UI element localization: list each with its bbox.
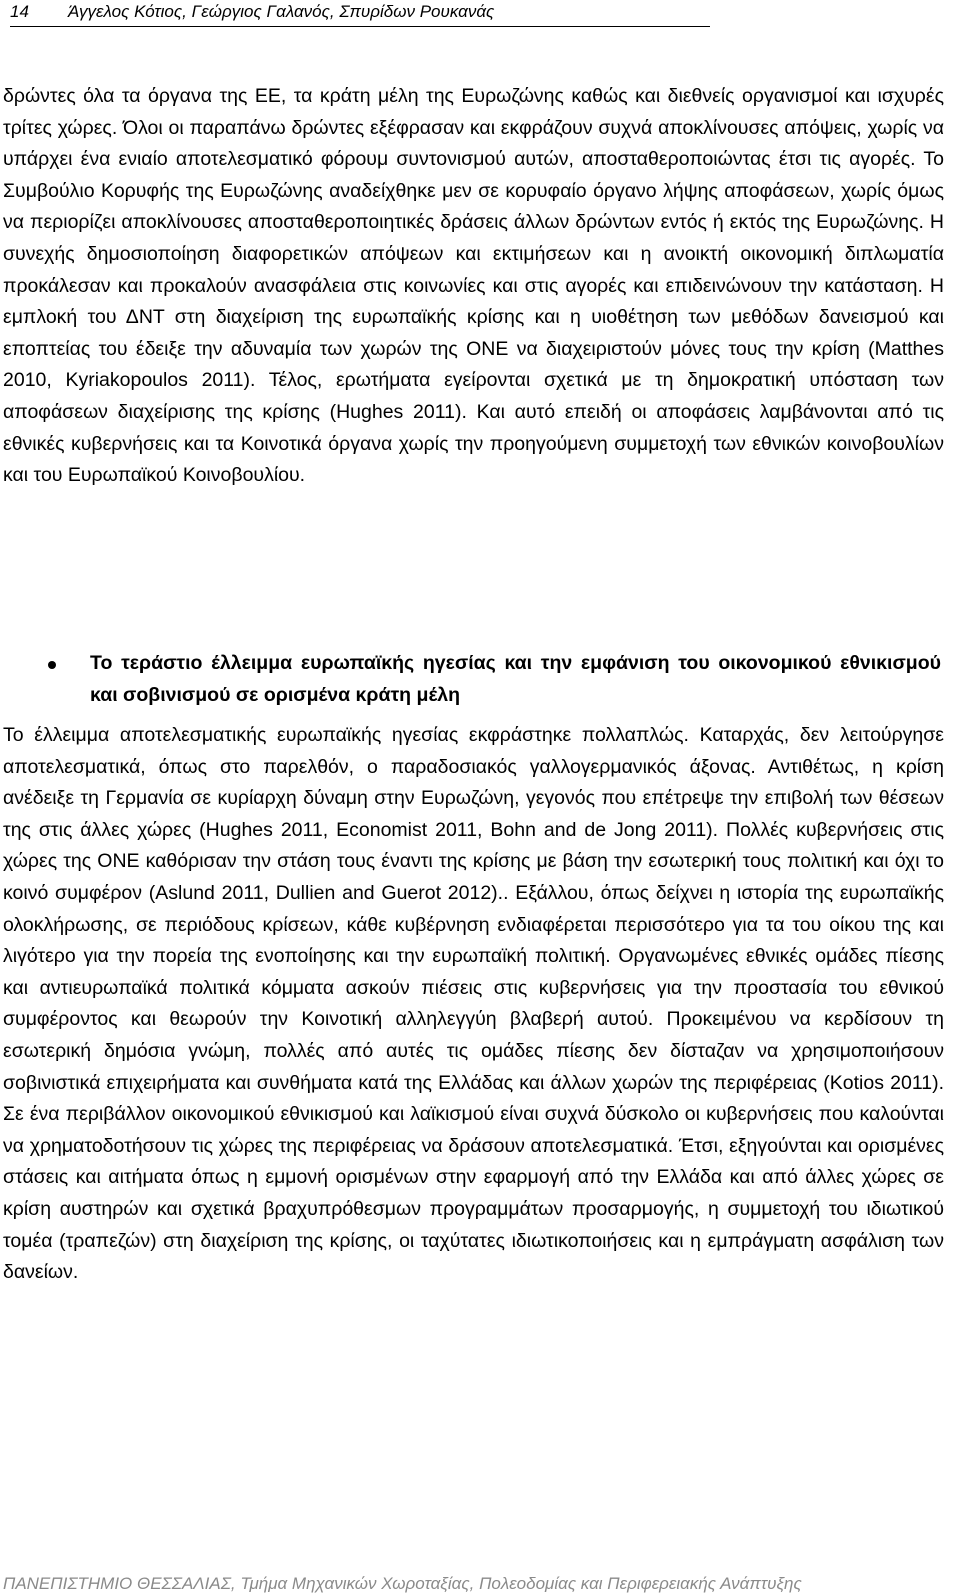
body-paragraph-2: Το έλλειμμα αποτελεσματικής ευρωπαϊκής ηγεσίας εκφράστηκε πολλαπλώς. Καταρχάς, δεν λειτούργησε αποτελεσματικά, όπως στο παρελθόν, ο παραδοσιακός γαλλογερμανικός άξονας. Αντιθέτως, η κρίση ανέδειξε τη Γερμανία σε κυρίαρχη δύναμη στην Ευρωζώνη, γεγονός που επέτρεψε την επιβολή των θέσεων της στις άλλες χώρες (Hughes 2011, Economist 2011, Bohn and de Jong 2011). Πολλές κυβερνήσεις στις χώρες της ΟΝΕ καθόρισαν την στάση τους έναντι της κρίσης με βάση την εσωτερική τους πολιτική και όχι το κοινό συμφέρον (Aslund 2011, Dullien and Guerot 2012).. Εξάλλου, όπως δείχνει η ιστορία της ευρωπαϊκής ολοκλήρωσης, σε περιόδους κρίσεων, κάθε κυβέρνηση ενδιαφέρεται περισσότερο για τα του οίκου της και λιγότερο για την πορεία της ενοποίησης και την ευρωπαϊκή πολιτική. Οργανωμένες εθνικές ομάδες πίεσης και αντιευρωπαϊκά πολιτικά κόμματα ασκούν πιέσεις στις κυβερνήσεις για την προστασία του εθνικού συμφέροντος και θεωρούν την Κοινοτική αλληλεγγύη βλαβερή αυτού. Προκειμένου να κερδίσουν τη εσωτερική δημόσια γνώμη, πολλές από αυτές τις ομάδες πίεσης δεν δίσταζαν να χρησιμοποιήσουν σοβινιστικά επιχειρήματα και συνθήματα κατά της Ελλάδας και άλλων χωρών της περιφέρειας (Kotios 2011). Σε ένα περιβάλλον οικονομικού εθνικισμού και λαϊκισμού είναι συχνά δύσκολο οι κυβερνήσεις που καλούνται να χρηματοδοτήσουν τις χώρες της περιφέρειας να δράσουν αποτελεσματικά. Έτσι, εξηγούνται και ορισμένες στάσεις και αιτήματα όπως η εμμονή ορισμένων στην εφαρμογή από την Ελλάδα και από άλλες χώρες σε κρίση αυστηρών και σχετικά βραχυπρόθεσμων προγραμμάτων προσαρμογής, η συμμετοχή του ιδιωτικού τομέα (τραπεζών) στη διαχείριση της κρίσης, οι ταχύτατες ιδιωτικοποιήσεις και η εμπράγματη ασφάλιση των δανείων. xyxy=(3,724,944,1284)
page-number: 14 xyxy=(10,2,29,21)
page-footer: ΠΑΝΕΠΙΣΤΗΜΙΟ ΘΕΣΣΑΛΙΑΣ, Τμήμα Μηχανικών Χωροταξίας, Πολεοδομίας και Περιφερειακής Ανάπτυξης xyxy=(3,1574,802,1593)
bullet-item xyxy=(0,647,944,713)
header-authors: Άγγελος Κότιος, Γεώργιος Γαλανός, Σπυρίδων Ρουκανάς xyxy=(68,2,495,21)
page-header xyxy=(10,0,710,27)
bullet-dot-icon xyxy=(48,661,56,669)
bullet-heading: Το τεράστιο έλλειμμα ευρωπαϊκής ηγεσίας και την εμφάνιση του οικονομικού εθνικισμού και σοβινισμού σε ορισμένα κράτη μέλη xyxy=(90,652,941,706)
body-paragraph-1: δρώντες όλα τα όργανα της ΕΕ, τα κράτη μέλη της Ευρωζώνης καθώς και διεθνείς οργανισμοί και ισχυρές τρίτες χώρες. Όλοι οι παραπάνω δρώντες εξέφρασαν και εκφράζουν συχνά αποκλίνουσες απόψεις, χωρίς να υπάρχει ένα ενιαίο αποτελεσματικό φόρουμ συντονισμού αυτών, αποσταθεροποιώντας έτσι τις αγορές. Το Συμβούλιο Κορυφής της Ευρωζώνης αναδείχθηκε μεν σε κορυφαίο όργανο λήψης αποφάσεων, χωρίς όμως να περιορίζει αποκλίνουσες αποσταθεροποιητικές δράσεις άλλων δρώντων εντός ή εκτός της Ευρωζώνης. Η συνεχής δημοσιοποίηση διαφορετικών απόψεων και εκτιμήσεων και η ανοικτή οικονομική διπλωματία προκάλεσαν και προκαλούν ανασφάλεια στις κοινωνίες και στις αγορές και επιδεινώνουν την κατάσταση. Η εμπλοκή του ΔΝΤ στη διαχείριση της ευρωπαϊκής κρίσης και η υιοθέτηση των μεθόδων δανεισμού και εποπτείας του έδειξε την αδυναμία των χωρών της ΟΝΕ να διαχειριστούν μόνες τους την κρίση (Matthes 2010, Kyriakopoulos 2011). Τέλος, ερωτήματα εγείρονται σχετικά με τη δημοκρατική υπόσταση των αποφάσεων διαχείρισης της κρίσης (Hughes 2011). Και αυτό επειδή οι αποφάσεις λαμβάνονται από τις εθνικές κυβερνήσεις και τα Κοινοτικά όργανα χωρίς την προηγούμενη συμμετοχή των εθνικών κοινοβουλίων και του Ευρωπαϊκού Κοινοβουλίου. xyxy=(3,85,944,487)
